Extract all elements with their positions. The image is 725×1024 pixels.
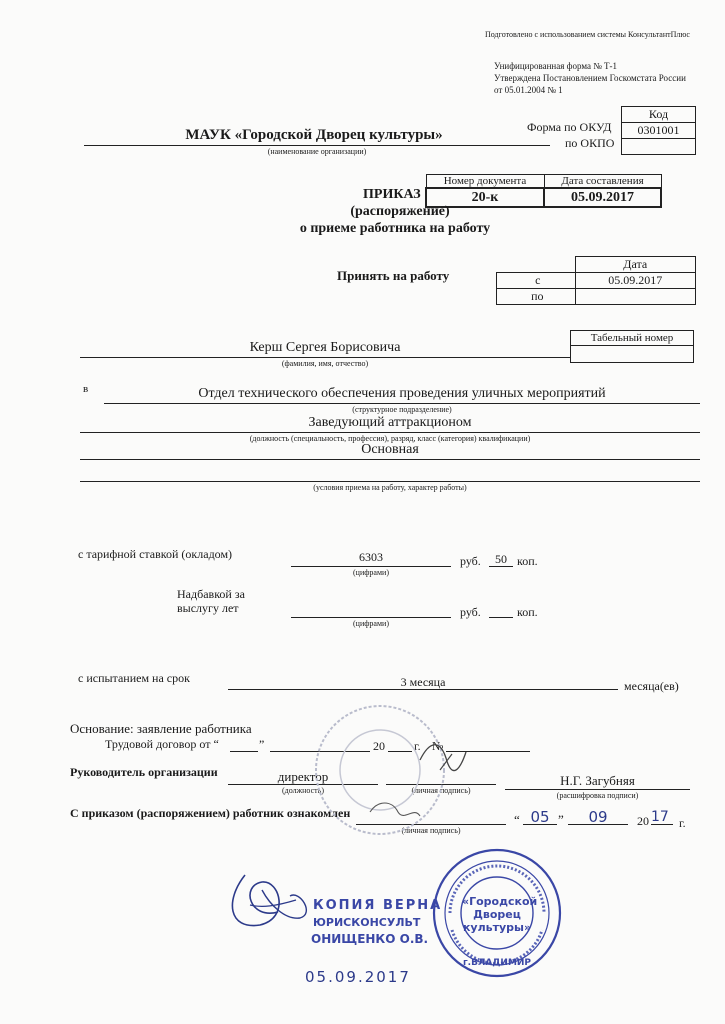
hire-date-table xyxy=(496,256,696,305)
conditions: Основная xyxy=(361,442,419,457)
doc-about: о приеме работника на работу xyxy=(299,221,491,236)
acq-day: 05 xyxy=(530,808,550,826)
organization-caption: (наименование организации) xyxy=(267,147,367,156)
acq-year-prefix: 20 xyxy=(637,814,649,828)
hire-to-label: по xyxy=(497,289,576,305)
head-position: директор xyxy=(277,769,329,784)
conditions-caption: (условия приема на работу, характер работы) xyxy=(313,483,467,492)
acquainted-label: С приказом (распоряжением) работник ознакомлен xyxy=(70,806,351,820)
employee-name: Керш Сергея Борисовича xyxy=(249,340,401,355)
acq-open-quote: “ xyxy=(514,812,520,827)
head-position-caption: (должность) xyxy=(282,786,324,795)
employee-signature-scribble xyxy=(370,803,420,816)
doc-subtitle: (распоряжение) xyxy=(350,204,450,219)
rate-label: с тарифной ставкой (окладом) xyxy=(78,547,233,561)
hire-to-value xyxy=(575,289,696,305)
bonus-rub-label: руб. xyxy=(460,605,481,619)
in-label: в xyxy=(83,383,89,395)
tabel-header: Табельный номер xyxy=(571,331,694,346)
hire-from-label: с xyxy=(497,273,576,289)
bonus-label-1: Надбавкой за xyxy=(177,587,245,601)
okud-label: Форма по ОКУД xyxy=(527,120,612,134)
doc-number: 20-к xyxy=(426,188,544,207)
okud-value: 0301001 xyxy=(622,123,696,139)
form-line-1: Унифицированная форма № Т-1 xyxy=(494,61,618,71)
prepared-note: Подготовлено с использованием системы КонсультантПлюс xyxy=(485,30,690,39)
head-signature-caption: (личная подпись) xyxy=(411,786,471,795)
basis-label: Основание: заявление работника xyxy=(70,721,252,736)
doc-number-table xyxy=(425,174,662,208)
acq-g: г. xyxy=(679,816,686,830)
contract-number-sign: № xyxy=(432,739,444,753)
rate-value: 6303 xyxy=(359,550,383,564)
bonus-digits-caption: (цифрами) xyxy=(353,619,389,628)
code-table xyxy=(621,106,696,155)
organization-name: МАУК «Городской Дворец культуры» xyxy=(185,127,443,143)
okpo-value xyxy=(622,139,696,155)
form-line-2: Утверждена Постановлением Госкомстата России xyxy=(494,73,686,83)
kop-label: коп. xyxy=(517,554,538,568)
bonus-label-2: выслугу лет xyxy=(177,601,239,615)
rub-label: руб. xyxy=(460,554,481,568)
acq-month: 09 xyxy=(588,808,608,826)
head-name-caption: (расшифровка подписи) xyxy=(556,791,639,800)
acq-signature-caption: (личная подпись) xyxy=(401,826,461,835)
bonus-kop-label: коп. xyxy=(517,605,538,619)
copy-handwritten-date: 05.09.2017 xyxy=(305,968,411,986)
acq-close-quote: ” xyxy=(558,812,564,827)
head-label: Руководитель организации xyxy=(70,765,218,779)
acq-year-suffix: 17 xyxy=(651,809,669,825)
rate-digits-caption: (цифрами) xyxy=(353,568,389,577)
kop-value: 50 xyxy=(495,552,507,566)
doc-date-header: Дата составления xyxy=(544,175,661,189)
copy-stamp-line-3: ОНИЩЕНКО О.В. xyxy=(311,932,429,946)
employee-name-caption: (фамилия, имя, отчество) xyxy=(281,359,369,368)
contract-quote-close: ” xyxy=(259,737,265,751)
contract-label: Трудовой договор от “ xyxy=(105,737,219,751)
round-stamp-center-2: Дворец xyxy=(473,908,521,921)
probation-value: 3 месяца xyxy=(400,675,446,689)
copy-stamp-line-2: ЮРИСКОНСУЛЬТ xyxy=(313,916,421,929)
kod-header: Код xyxy=(622,107,696,123)
tabel-table xyxy=(570,330,694,363)
department: Отдел технического обеспечения проведения уличных мероприятий xyxy=(198,386,606,401)
copy-stamp-line-1: КОПИЯ ВЕРНА xyxy=(313,898,443,913)
contract-year-suffix: г. xyxy=(414,739,421,753)
tabel-value xyxy=(571,346,694,363)
okpo-label: по ОКПО xyxy=(565,136,615,150)
contract-year-prefix: 20 xyxy=(373,739,385,753)
round-stamp-center-1: «Городской xyxy=(462,895,538,908)
hire-from-value: 05.09.2017 xyxy=(575,273,696,289)
probation-label: с испытанием на срок xyxy=(78,671,190,685)
doc-title: ПРИКАЗ xyxy=(363,187,421,202)
form-line-3: от 05.01.2004 № 1 xyxy=(494,85,563,95)
copy-signature-scribble xyxy=(232,875,279,926)
position-caption: (должность (специальность, профессия), разряд, класс (категория) квалификации) xyxy=(249,434,531,443)
doc-date: 05.09.2017 xyxy=(544,188,661,207)
head-name: Н.Г. Загубняя xyxy=(560,773,635,788)
position: Заведующий аттракционом xyxy=(308,415,472,430)
probation-unit: месяца(ев) xyxy=(624,679,679,693)
doc-number-header: Номер документа xyxy=(426,175,544,189)
hire-label: Принять на работу xyxy=(337,268,450,283)
round-stamp-city: г.ВЛАДИМИР xyxy=(462,958,532,968)
round-stamp-center-3: культуры» xyxy=(462,921,532,934)
hire-date-header: Дата xyxy=(575,257,696,273)
department-caption: (структурное подразделение) xyxy=(352,405,452,414)
